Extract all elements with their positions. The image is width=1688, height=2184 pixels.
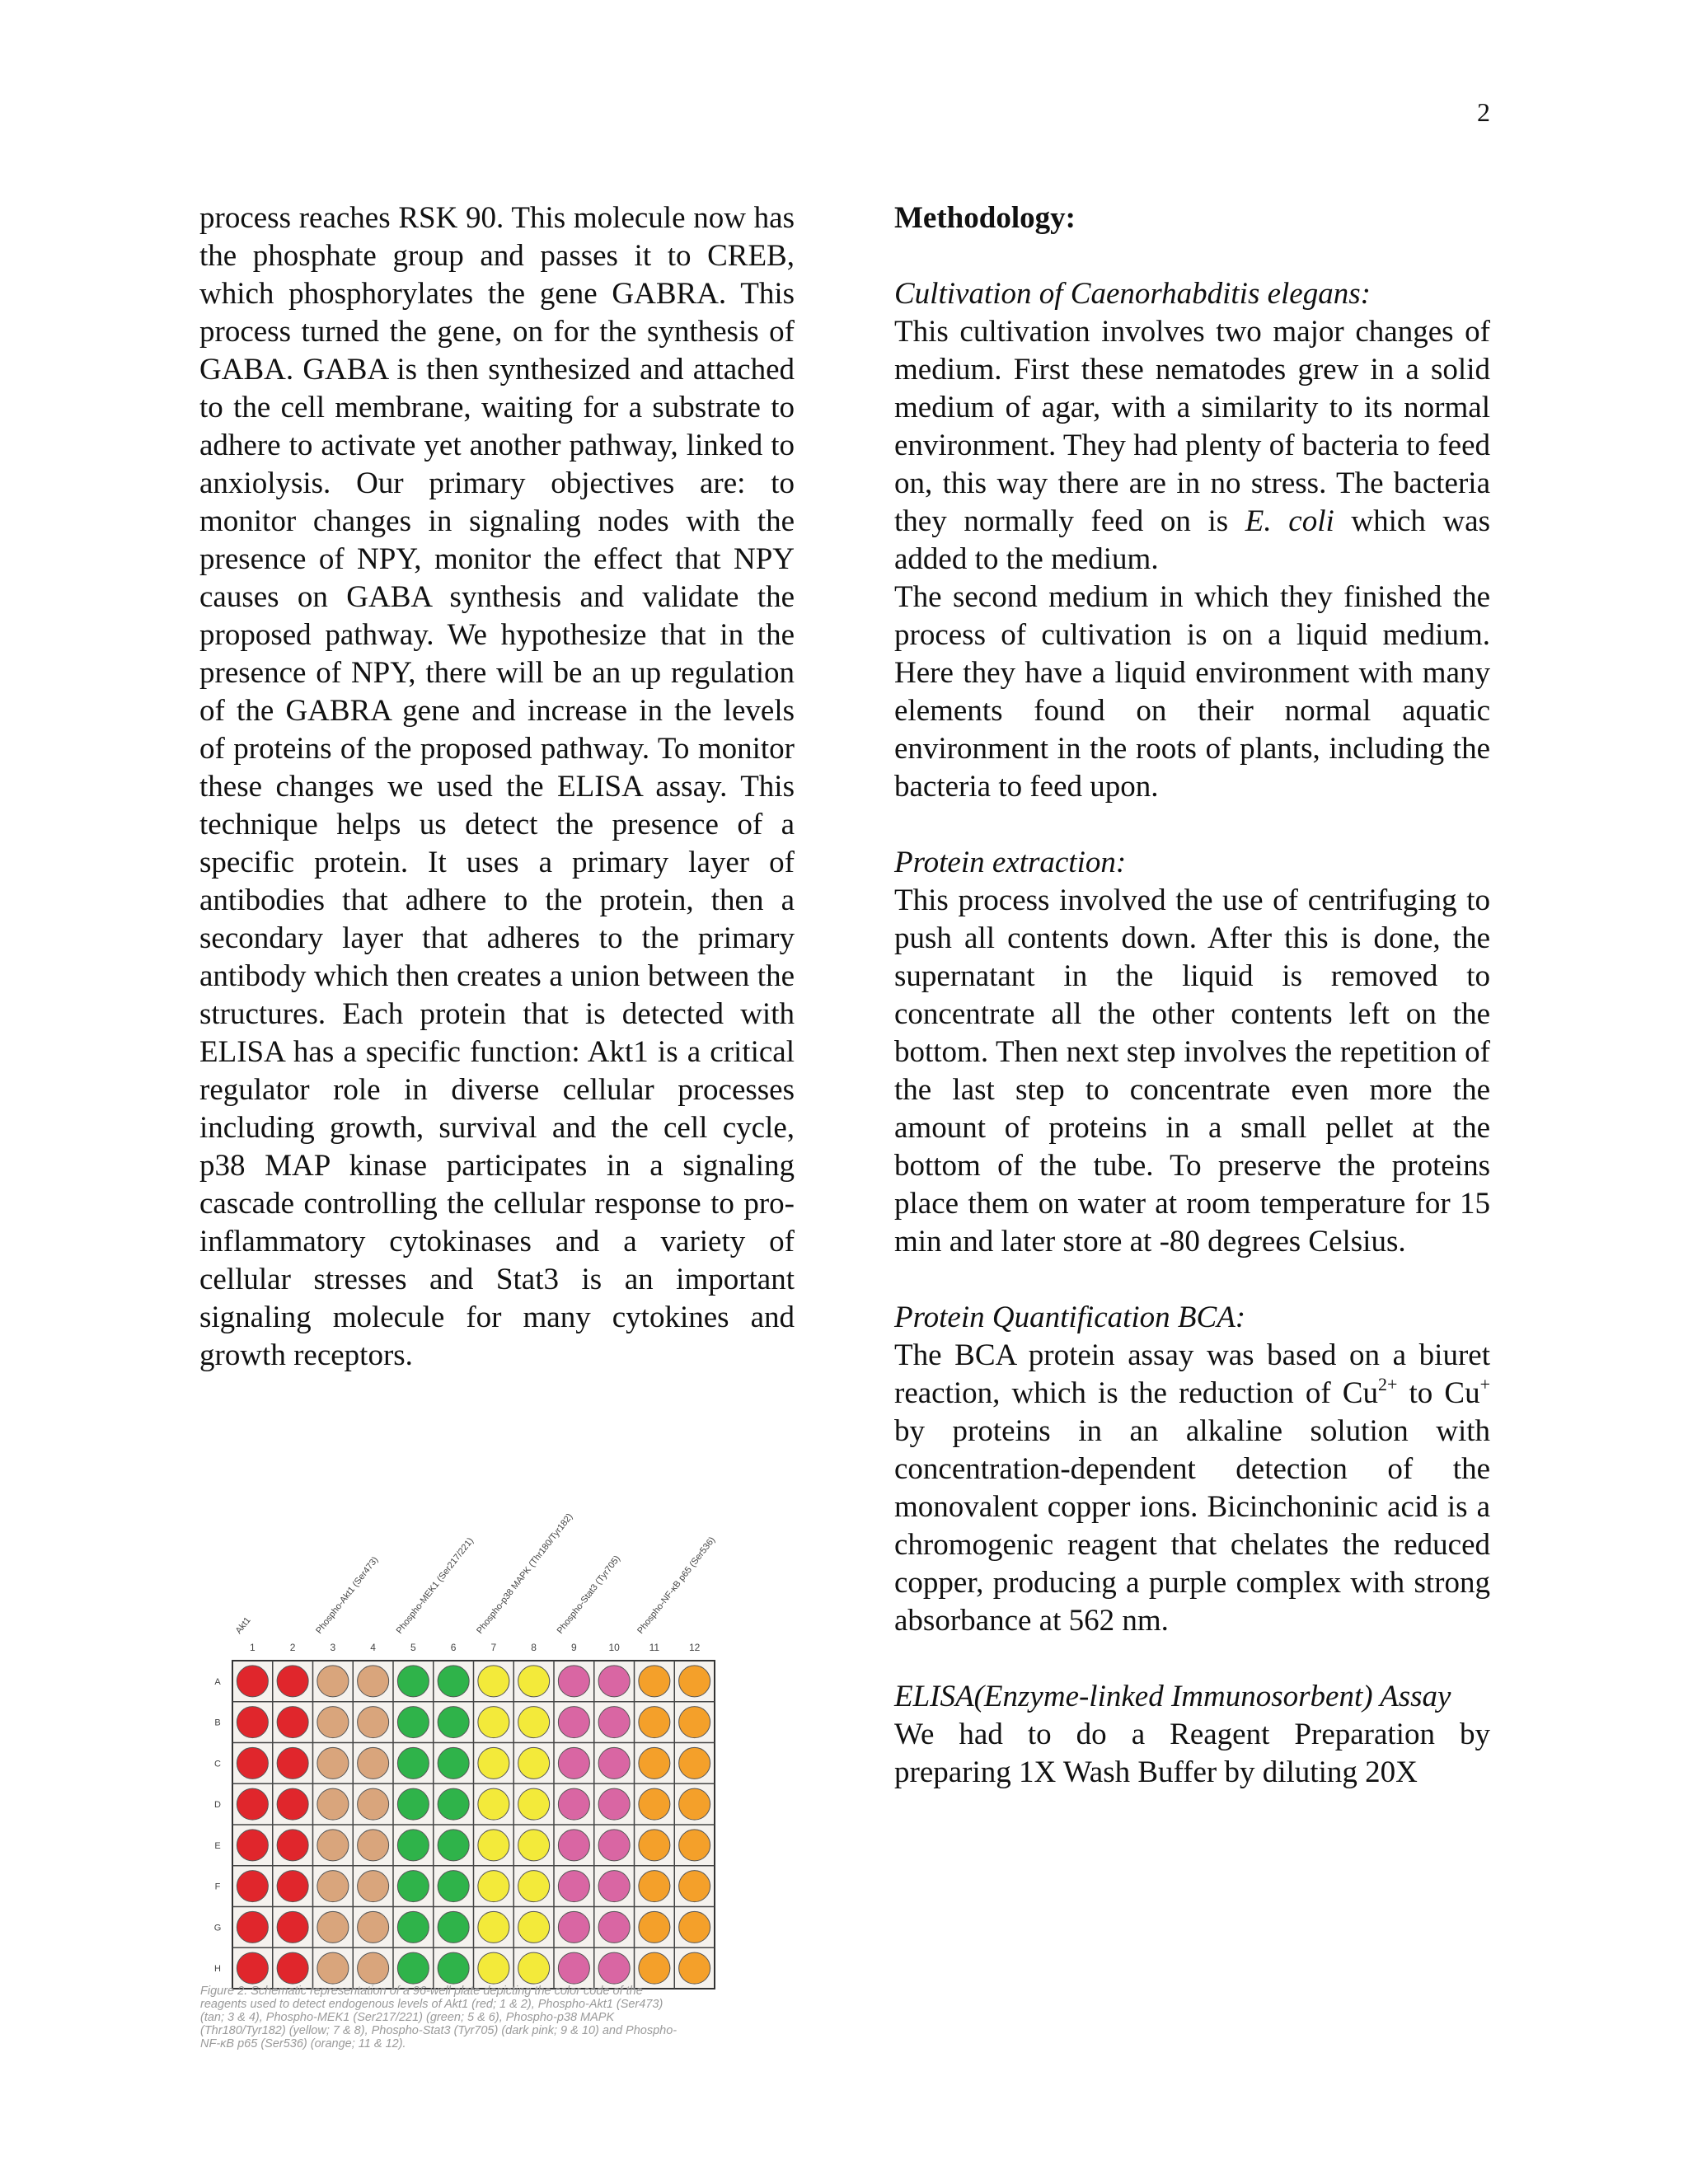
plate-well [639,1871,670,1902]
bca-text-1: The BCA protein assay was based on a biuret reaction, which is the reduction of Cu [894,1338,1490,1410]
plate-well [397,1911,429,1943]
plate-well [598,1871,630,1902]
plate-well [679,1747,710,1779]
plate-well [277,1911,308,1943]
column-labels [234,1511,718,1635]
row-letter: E [214,1840,221,1851]
plate-well [639,1666,670,1697]
plate-well [397,1871,429,1902]
plate-well [277,1952,308,1984]
bca-title: Protein Quantification BCA: [894,1301,1246,1334]
plate-well [478,1788,509,1820]
plate-well [237,1666,268,1697]
column-label: Phospho-NF-κB p65 (Ser536) [635,1535,718,1636]
cultivation-text-2: which was added to the medium. [894,504,1491,576]
plate-well [358,1707,389,1738]
plate-well [639,1707,670,1738]
plate-well [237,1707,268,1738]
plate-well [558,1747,589,1779]
plate-well [478,1871,509,1902]
cultivation-text-1: This cultivation involves two major changes of medium. First these nematodes grew in a solid medium of agar, with a similarity to its normal environment. They had plenty of bacteria to feed on, this way there are in no stress. The bacteria they normally feed on is [894,315,1490,538]
bca-superscript-1: 2+ [1378,1374,1398,1394]
left-column [199,199,795,1375]
plate-well [518,1871,550,1902]
plate-well [558,1788,589,1820]
plate-well [358,1666,389,1697]
plate-well [397,1747,429,1779]
column-number: 7 [490,1642,497,1653]
plate-well [518,1666,550,1697]
column-label: Akt1 [233,1615,253,1636]
plate-well [679,1911,710,1943]
extraction-title: Protein extraction: [894,846,1127,879]
plate-well [237,1911,268,1943]
plate-well [277,1830,308,1861]
plate-well [639,1747,670,1779]
plate-well [598,1666,630,1697]
plate-well [397,1666,429,1697]
plate-well [518,1707,550,1738]
plate-well [277,1666,308,1697]
extraction-paragraph: This process involved the use of centrifuging to push all contents down. After this is done, the supernatant in the liquid is removed to concentrate all the other contents left on the bottom. Then next step involves the repetition of the last step to concentrate even more the amount of proteins in a small pellet at the bottom of the tube. To preserve the proteins place them on water at room temperature for 15 min and later store at -80 degrees Celsius. [894,883,1490,1258]
plate-well [317,1666,349,1697]
plate-well [558,1911,589,1943]
plate-well [317,1871,349,1902]
plate-well [397,1707,429,1738]
column-number: 5 [410,1642,416,1653]
plate-well [558,1952,589,1984]
elisa-title: ELISA(Enzyme-linked Immunosorbent) Assay [894,1680,1451,1713]
plate-well [237,1871,268,1902]
column-label: Phospho-p38 MAPK (Thr180/Tyr182) [475,1511,575,1636]
plate-well [438,1871,469,1902]
plate-well [598,1830,630,1861]
plate-well [679,1666,710,1697]
page-number: 2 [1477,97,1490,127]
plate-well [518,1830,550,1861]
bca-text-3: by proteins in an alkaline solution with concentration-dependent detection of the monovalent copper ions. Bicinchoninic acid is a chromogenic reagent that chelates the reduced copper, producing a purple complex with strong absorbance at 562 nm. [894,1414,1490,1638]
column-number: 11 [649,1642,660,1653]
plate-well [478,1747,509,1779]
column-number: 10 [608,1642,620,1653]
column-label: Phospho-Stat3 (Tyr705) [555,1554,623,1636]
plate-well [358,1788,389,1820]
plate-well [397,1952,429,1984]
plate-well [598,1707,630,1738]
plate-well [438,1952,469,1984]
cultivation-title: Cultivation of Caenorhabditis elegans: [894,277,1371,311]
plate-well [317,1830,349,1861]
column-number: 9 [571,1642,577,1653]
plate-well [438,1788,469,1820]
cultivation-paragraph-1 [894,313,1490,579]
column-number: 12 [688,1642,701,1653]
plate-well [317,1707,349,1738]
plate-well [478,1707,509,1738]
plate-well [358,1747,389,1779]
plate-well [478,1911,509,1943]
plate-well [438,1830,469,1861]
plate-well [518,1911,550,1943]
column-number: 8 [531,1642,537,1653]
plate-well [558,1666,589,1697]
bca-text-2: to Cu [1397,1376,1480,1410]
plate-well [358,1911,389,1943]
plate-well [317,1952,349,1984]
plate-well [397,1830,429,1861]
figure-caption: Figure 2. Schematic representation of a 96-well plate depicting the color code of the reagents used to detect endogenous levels of Akt1 (red; 1 & 2), Phospho-Akt1 (Ser473) (tan; 3 & 4), Phospho-MEK1 (Ser217/221) (green; 5 & 6), Phospho-p38 MAPK (Thr180/Tyr182) (yellow; 7 & 8), Phospho-Stat3 (Tyr705) (dark pink; 9 & 10) and Phospho-NF-κB p65 (Ser536) (orange; 11 & 12). [200,1985,678,2050]
methodology-heading: Methodology: [894,201,1076,235]
column-label: Phospho-MEK1 (Ser217/221) [394,1535,476,1636]
right-column [894,199,1490,1792]
bca-paragraph [894,1337,1490,1640]
row-letter: C [214,1759,221,1769]
column-number: 4 [370,1642,376,1653]
column-label: Phospho-Akt1 (Ser473) [314,1554,381,1636]
plate-well [277,1747,308,1779]
column-number: 1 [250,1642,256,1653]
column-number: 3 [330,1642,336,1653]
plate-well [237,1830,268,1861]
plate-well [237,1747,268,1779]
well-plate-figure [199,1500,776,2060]
plate-well [358,1830,389,1861]
plate-well [478,1952,509,1984]
plate-well [518,1747,550,1779]
row-letter: F [214,1882,221,1892]
plate-well [639,1911,670,1943]
plate-well [317,1747,349,1779]
plate-well [679,1871,710,1902]
plate-well [679,1952,710,1984]
elisa-paragraph: We had to do a Reagent Preparation by preparing 1X Wash Buffer by diluting 20X [894,1718,1490,1789]
plate-well [639,1952,670,1984]
plate-well [358,1952,389,1984]
plate-well [277,1871,308,1902]
plate-well [397,1788,429,1820]
plate-well [598,1911,630,1943]
plate-well [518,1788,550,1820]
plate-well [639,1830,670,1861]
plate-well [478,1830,509,1861]
plate-well [317,1788,349,1820]
plate-well [237,1952,268,1984]
plate-well [277,1788,308,1820]
row-letter: H [214,1964,221,1975]
plate-well [598,1788,630,1820]
plate-well [438,1707,469,1738]
row-letter: A [214,1676,221,1687]
row-letter: D [214,1800,221,1811]
plate-well [438,1911,469,1943]
plate-well [478,1666,509,1697]
plate-well [518,1952,550,1984]
plate-well [438,1666,469,1697]
plate-well [598,1952,630,1984]
bca-superscript-2: + [1479,1374,1490,1394]
plate-well [358,1871,389,1902]
row-letter: G [213,1923,222,1933]
cultivation-paragraph-2: The second medium in which they finished the process of cultivation is on a liquid medium. Here they have a liquid environment with many elements found on their normal aquatic environment in the roots of plants, including the bacteria to feed upon. [894,580,1490,804]
column-number: 2 [289,1642,296,1653]
plate-well [679,1707,710,1738]
plate-well [598,1747,630,1779]
left-column-body: process reaches RSK 90. This molecule now has the phosphate group and passes it to CREB, which phosphorylates the gene GABRA. This process turned the gene, on for the synthesis of GABA. GABA is then synthesized and attached to the cell membrane, waiting for a substrate to adhere to activate yet another pathway, linked to anxiolysis. Our primary objectives are: to monitor changes in signaling nodes with the presence of NPY, monitor the effect that NPY causes on GABA synthesis and validate the proposed pathway. We hypothesize that in the presence of NPY, there will be an up regulation of the GABRA gene and increase in the levels of proteins of the proposed pathway. To monitor these changes we used the ELISA assay. This technique helps us detect the presence of a specific protein. It uses a primary layer of antibodies that adhere to the protein, then a secondary layer that adheres to the primary antibody which then creates a union between the structures. Each protein that is detected with ELISA has a specific function: Akt1 is a critical regulator role in diverse cellular processes including growth, survival and the cell cycle, p38 MAP kinase participates in a signaling cascade controlling the cellular response to pro-inflammatory cytokinases and a variety of cellular stresses and Stat3 is an important signaling molecule for many cytokines and growth receptors. [199,201,795,1372]
plate-well [558,1707,589,1738]
plate-well [438,1747,469,1779]
species-name: E. coli [1245,504,1334,538]
plate-well [558,1830,589,1861]
row-letter: B [214,1718,221,1728]
column-numbers [250,1642,701,1653]
column-number: 6 [450,1642,457,1653]
plate-well [237,1788,268,1820]
plate-well [277,1707,308,1738]
plate-well [558,1871,589,1902]
plate-well [639,1788,670,1820]
plate-well [679,1830,710,1861]
plate-well [317,1911,349,1943]
row-letters [214,1677,222,1974]
plate-well [679,1788,710,1820]
